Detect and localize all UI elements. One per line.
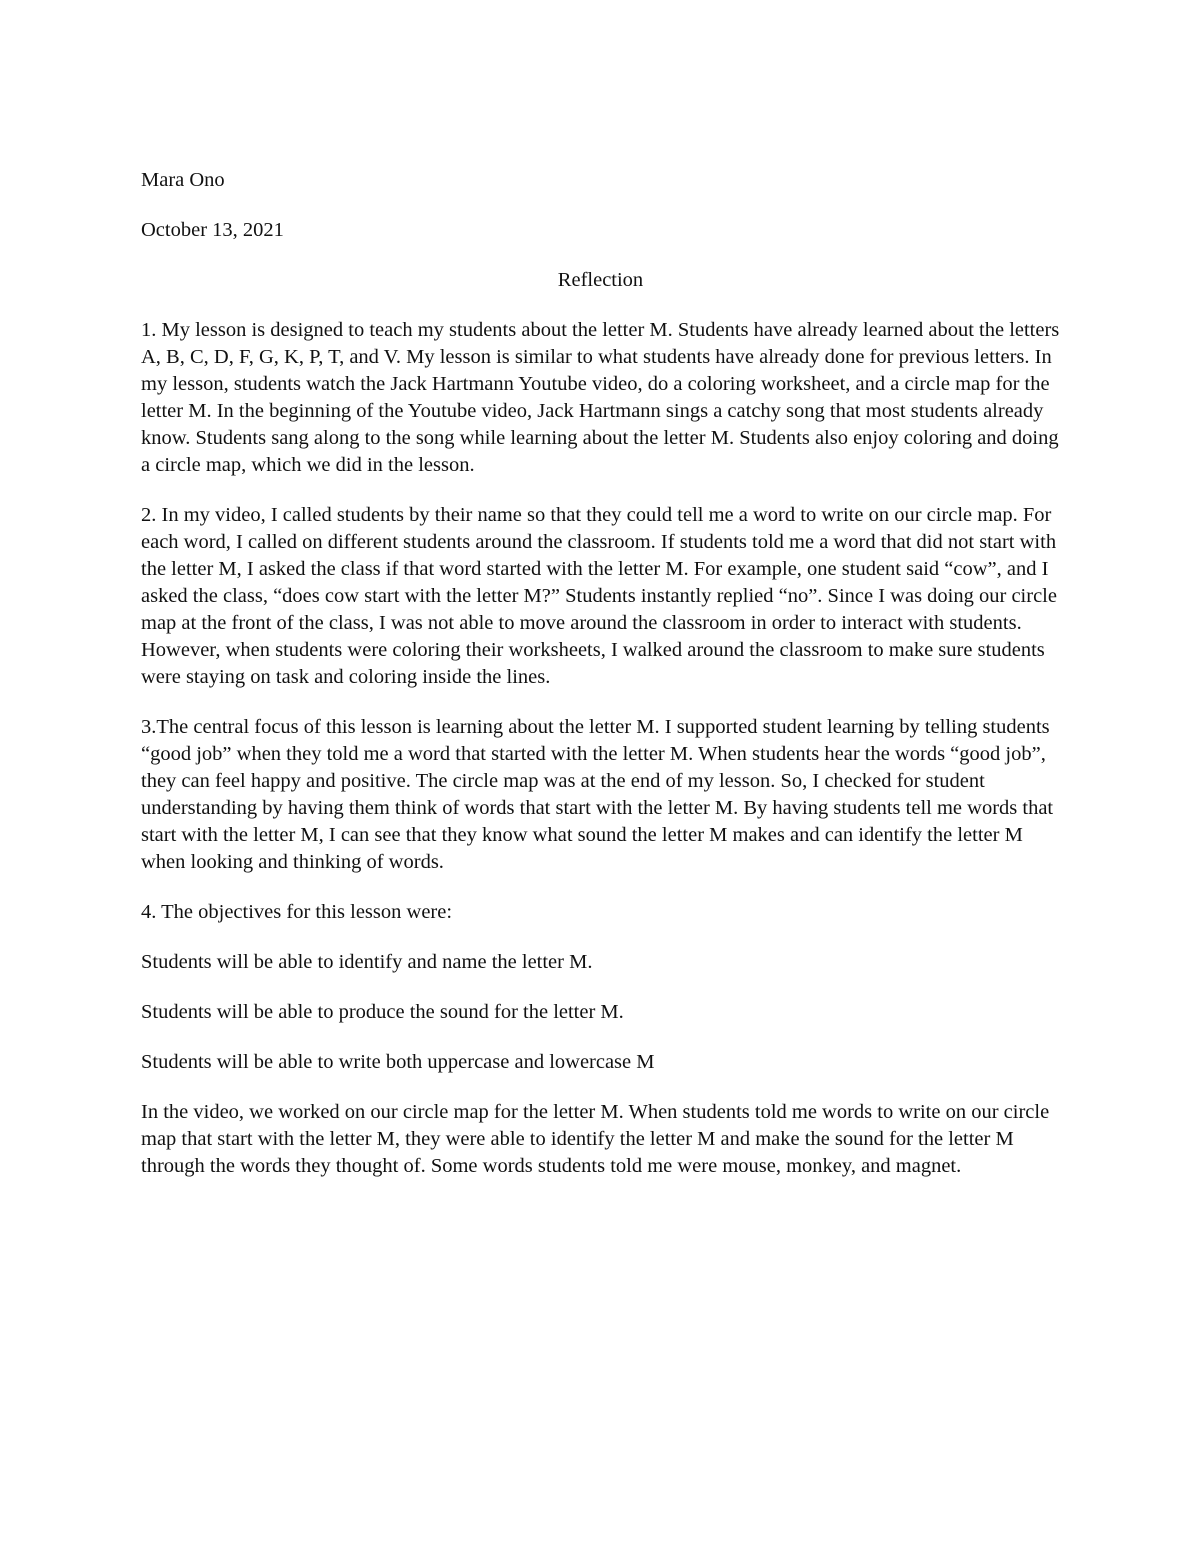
document-title: Reflection (557, 269, 644, 291)
objective-3: Students will be able to write both uppercase and lowercase M (141, 1051, 655, 1073)
author-name: Mara Ono (141, 169, 225, 191)
paragraph-3: 3.The central focus of this lesson is learning about the letter M. I supported student learning by telling students “good job” when they told me a word that started with the letter M. When students hear the words “good job”, they can feel happy and positive. The circle map was at the end of my lesson. So, I checked for student understanding by having them think of words that start with the letter M. By having students tell me words that start with the letter M, I can see that they know what sound the letter M makes and can identify the letter M when looking and thinking of words. (141, 716, 1054, 873)
paragraph-conclusion: In the video, we worked on our circle map for the letter M. When students told me words to write on our circle map that start with the letter M, they were able to identify the letter M and make the sound for the letter M through the words they thought of. Some words students told me were mouse, monkey, and magnet. (141, 1101, 1050, 1177)
objectives-heading: 4. The objectives for this lesson were: (141, 901, 453, 923)
objective-2: Students will be able to produce the sound for the letter M. (141, 1001, 624, 1023)
document-date: October 13, 2021 (141, 219, 284, 241)
paragraph-1: 1. My lesson is designed to teach my students about the letter M. Students have already learned about the letters A, B, C, D, F, G, K, P, T, and V. My lesson is similar to what students have already done for previous letters. In my lesson, students watch the Jack Hartmann Youtube video, do a coloring worksheet, and a circle map for the letter M. In the beginning of the Youtube video, Jack Hartmann sings a catchy song that most students already know. Students sang along to the song while learning about the letter M. Students also enjoy coloring and doing a circle map, which we did in the lesson. (141, 319, 1060, 476)
paragraph-2: 2. In my video, I called students by their name so that they could tell me a word to write on our circle map. For each word, I called on different students around the classroom. If students told me a word that did not start with the letter M, I asked the class if that word started with the letter M. For example, one student said “cow”, and I asked the class, “does cow start with the letter M?” Students instantly replied “no”. Since I was doing our circle map at the front of the class, I was not able to move around the classroom in order to interact with students. However, when students were coloring their worksheets, I walked around the classroom to make sure students were staying on task and coloring inside the lines. (141, 504, 1057, 688)
document-page (141, 167, 1061, 1203)
objective-1: Students will be able to identify and name the letter M. (141, 951, 593, 973)
